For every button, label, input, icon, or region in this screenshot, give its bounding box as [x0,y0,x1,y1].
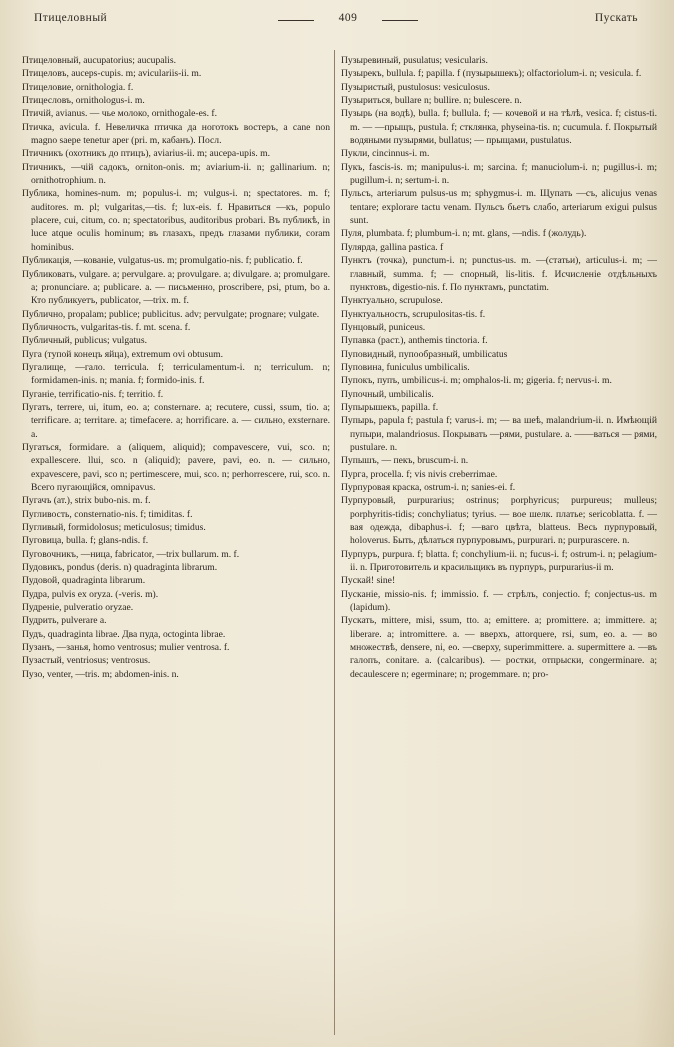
dictionary-entry: Пурпуровая краска, ostrum-i. n; sanies-ei. f. [341,482,516,493]
dictionary-entry: Публичный, publicus; vulgatus. [22,335,147,347]
dictionary-entry: Пуганіе, terrificatio-nis. f; territio. f. [22,388,164,400]
dictionary-entry: Пузо, venter, —tris. m; abdomen-inis. n. [22,668,179,680]
dictionary-entry: Пурга, procella. f; vis nivis creberrimae. [341,468,498,480]
dictionary-entry: Пузырь (на водѣ), bulla. f; bullula. f; — кочевой и на тѣлѣ, vesica. f; cistus-ti. m. — —прыщъ, pustula. f; стклянка, physeina-tis. n; cucumula. f. Покрытый водяными пузырями, bullatus; — прыщами, pustulatus. [341,108,657,147]
dictionary-entry: Пунктъ (точка), punctum-i. n; punctus-us. m. —(статьи), articulus-i. m; — главный, summa. f; — спорный, lis-litis. f. Исчисленіе отдѣльныхъ пунктовъ, digestio-nis. f. По пунктамъ, punctatim. [341,255,657,293]
dictionary-entry: Публично, propalam; publice; publicitus. adv; pervulgate; prognare; vulgate. [22,308,320,320]
dictionary-entry: Птичій, avianus. — чье молоко, ornithogale-es. f. [22,108,217,120]
dictionary-entry: Пудовой, quadraginta librarum. [22,575,146,587]
dictionary-entry: Пуга (тупой конецъ яйца), extremum ovi obtusum. [22,348,224,360]
dictionary-entry: Пускай! sine! [341,575,396,587]
dictionary-entry: Публикація, —кованіе, vulgatus-us. m; promulgatio-nis. f; publicatio. f. [22,255,303,267]
dictionary-entry: Пунктуально, scrupulose. [341,295,443,307]
dictionary-entry: Пудреніе, pulveratio oryzae. [22,602,134,614]
dictionary-entry: Пупырь, papula f; pastula f; varus-i. m; — ва шеѣ, malandrium-ii. n. Имѣющій пупыри, malandriosus. Покрывать —рями, pustulare. a. ——ваться — рями, pustulare. n. [341,415,657,453]
dictionary-entry: Пузырекъ, bullula. f; papilla. f (пузырышекъ); olfactoriolum-i. n; vesicula. f. [341,68,642,80]
dictionary-entry: Пуговица, bulla. f; glans-ndis. f. [22,535,149,547]
dictionary-entry: Пугаться, formidare. a (aliquem, aliquid); compavescere, vui, sco. n; expallescere. llui, sco. n (aliquid); pavere, pavi, eo. n. — сильно, expavescere, pavi, sco n; pertimescere, mui, sco. n; perhorrescere, rui, sco. n. Всего пугающійся, omnipavus. [22,441,330,493]
right-column [341,54,657,681]
dictionary-entry: Пупырышекъ, papilla. f. [341,401,439,413]
dictionary-entry: Пускать, mittere, misi, ssum, tto. a; emittere. a; promittere. a; immittere. a; liberare. a; intromittere. a. — вверхъ, attorquere, rsi, sum, eo. a. — во множествѣ, densere, ni, eo. —сверху, superimmittere. a. supermittere a. —въ галопъ, conitare. a. (calcaribus). — ростки, отпрыски, congerminare. a; decaulescere n; egerminare; n; progemmare. n; pro- [341,615,657,680]
dictionary-entry: Пугливый, formidolosus; meticulosus; timidus. [22,522,206,534]
dictionary-entry: Пурпуръ, purpura. f; blatta. f; conchylium-ii. n; fucus-i. f; ostrum-i. n; pelagium-ii. n. Приготовитель и красильщикъ въ пурпуръ, purpurarius-ii m. [341,548,657,574]
dictionary-entry: Публичность, vulgaritas-tis. f. mt. scena. f. [22,321,191,333]
dictionary-entry: Пуповина, funiculus umbilicalis. [341,361,470,373]
dictionary-entry: Пудра, pulvis ex oryza. (-veris. m). [22,588,159,600]
dictionary-entry: Публиковать, vulgare. a; pervulgare. a; provulgare. a; divulgare. a; promulgare. a; pronunciare. a; publicare. a. — письменно, proscribere, psi, ptum, bo a. Кто публикуетъ, publicator, —trix. m. f. [22,268,330,307]
dictionary-entry: Птичка, avicula. f. Невеличка птичка да ноготокъ востеръ, a cane non magno saepe tenetur aper (pri. m, кабанъ). Посл. [22,121,330,147]
dictionary-entry: Птичникъ, —чій садокъ, orniton-onis. m; aviarium-ii. n; gallinarium. n; ornithotrophium. n. [22,161,330,187]
dictionary-entry: Пугачъ (ат.), strix bubo-nis. m. f. [22,495,151,507]
dictionary-entry: Птичникъ (охотникъ до птицъ), aviarius-ii. m; aucepa-upis. m. [22,148,271,160]
dictionary-entry: Пуповидный, пупообразный, umbilicatus [341,348,508,360]
dictionary-entry: Птицеловный, aucupatorius; aucupalis. [22,55,176,66]
dictionary-entry: Птицеловъ, auceps-cupis. m; aviculariis-ii. m. [22,68,202,80]
dictionary-entry: Пупавка (раст.), anthemis tinctoria. f. [341,335,488,347]
dictionary-entry: Пугливость, consternatio-nis. f; timiditas. f. [22,508,193,520]
column-divider [334,50,335,1035]
dictionary-entry: Пудрить, pulverare a. [22,615,107,627]
dictionary-entry: Пузыревиный, pusulatus; vesicularis. [341,55,488,66]
dictionary-entry: Пузыристый, pustulosus: vesiculosus. [341,81,490,93]
running-head-left: Птицеловный [34,12,108,24]
dictionary-entry: Пупышъ, — пекъ, bruscum-i. n. [341,455,469,467]
dictionary-entry: Пукли, cincinnus-i. m. [341,148,430,160]
header-rule-left [278,20,314,21]
dictionary-entry: Пунктуальность, scrupulositas-tis. f. [341,308,486,320]
left-column [22,54,330,681]
dictionary-entry: Публика, homines-num. m; populus-i. m; vulgus-i. n; spectatores. m. f; auditores. m. pl; vulgaritas,—tis. f; lux-eis. f. Нравиться —къ, populo placere, cui, citum, co. n; spectatoribus, auditoribus probari. Въ публикѣ, in luce atque oculis hominum; въ глазахъ, предъ глазами публики, coram hominibus. [22,188,330,253]
dictionary-entry: Пульсъ, arteriarum pulsus-us m; sphygmus-i. m. Щупать —съ, alicujus venas tentare; explorare tactu venam. Пульсъ бьетъ слабо, arteriarum exigui pulsus sunt. [341,188,657,227]
dictionary-entry: Птицеловие, ornithologia. f. [22,81,134,93]
dictionary-entry: Пукъ, fascis-is. m; manipulus-i. m; sarcina. f; manuciolum-i. n; pugillus-i. m; pugillum-i. n; sertum-i. n. [341,161,657,187]
dictionary-entry: Пусканіе, missio-nis. f; immissio. f. — стрѣлъ, conjectio. f; conjectus-us. m (lapidum). [341,588,657,614]
running-head-right: Пускать [594,12,638,24]
dictionary-entry: Пурпуровый, purpurarius; ostrinus; porphyricus; purpureus; mulleus; porphyritis-tidis; conchyliatus; tyrius. — вое шелк. платье; sericoblatta. f. — вая одежда, dibaphus-i. f; —ваго цвѣта, blatteus. Весь пурпуровый, holoverus. Быть, дѣлаться пурпуровымъ, purpurari. n; purpurascere. n. [341,495,657,547]
dictionary-entry: Пузыриться, bullare n; bullire. n; bulescere. n. [341,95,522,107]
page-header [28,12,654,32]
dictionary-entry: Пупочный, umbilicalis. [341,388,434,400]
dictionary-entry: Пугалище, —гало. terricula. f; terriculamentum-i. n; terriculum. n; formidamen-inis. n; mania. f; formido-inis. f. [22,361,330,387]
dictionary-entry: Пузанъ, —занья, homo ventrosus; mulier ventrosa. f. [22,642,230,654]
dictionary-entry: Пуговочникъ, —ница, fabricator, —trix bullarum. m. f. [22,548,240,560]
page-number: 409 [338,12,358,24]
dictionary-entry: Птицесловъ, ornithologus-i. m. [22,95,145,107]
dictionary-entry: Пуля, plumbata. f; plumbum-i. n; mt. glans, —ndis. f (жолудь). [341,228,587,240]
header-rule-right [382,20,418,21]
dictionary-entry: Пулярда, gallina pastica. f [341,241,444,253]
dictionary-entry: Пупокъ, пупъ, umbilicus-i. m; omphalos-li. m; gigeria. f; nervus-i. m. [341,375,612,387]
dictionary-entry: Пудъ, quadraginta librae. Два пуда, octoginta librae. [22,628,226,640]
dictionary-entry: Пузастый, ventriosus; ventrosus. [22,655,151,667]
dictionary-entry: Пудовикъ, pondus (deris. n) quadraginta librarum. [22,562,218,574]
dictionary-entry: Пугать, terrere, ui, itum, eo. a; consternare. a; recutere, cussi, ssum, tio. a; terrificare. a; territare. a; timefacere. a; horrificare. a. — сильно, exsternare. a. [22,401,330,440]
page-stain [0,907,674,1047]
dictionary-entry: Пунцовый, puniceus. [341,321,426,333]
